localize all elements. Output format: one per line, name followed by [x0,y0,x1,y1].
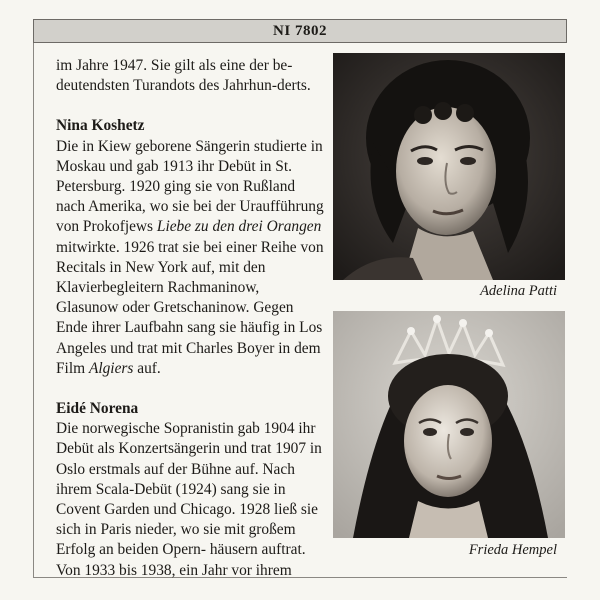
koshetz-text-3: auf. [133,359,161,377]
bottom-photo-caption: Frieda Hempel [468,542,557,558]
catalog-number: NI 7802 [273,22,327,39]
frieda-hempel-photo [333,311,565,538]
koshetz-heading: Nina Koshetz [56,117,145,135]
film-title: Algiers [88,359,134,377]
biography-text-column [56,56,324,581]
adelina-patti-photo [333,53,565,280]
intro-paragraph: im Jahre 1947. Sie gilt als eine der be-deutendsten Turandots des Jahrhun-derts. [56,57,311,95]
norena-heading: Eidé Norena [56,400,139,418]
opera-title: Liebe zu den drei Orangen [156,218,322,236]
koshetz-text-2: mitwirkte. 1926 trat sie bei einer Reihe von Recitals in New York auf, mit den Klavierbegleitern Rachmaninow, Glasunow oder Gretschaninow. Gegen Ende ihrer Laufbahn sang sie häufig in Los Angeles und trat mit Charles Boyer in dem Film [56,238,324,377]
catalog-header [33,19,567,43]
norena-paragraph: Die norwegische Sopranistin gab 1904 ihr Debüt als Konzertsängerin und trat 1907 in Oslo erstmals auf der Bühne auf. Nach ihrem Scala-Debüt (1924) sang sie in Covent Garden und Chicago. 1928 ließ sie sich in Paris nieder, wo sie mit großem Erfolg an beiden Opern- häusern auftrat. Von 1933 bis 1938, ein Jahr vor ihrem [56,420,322,579]
koshetz-paragraph [56,137,324,379]
left-border-rule [33,43,34,578]
koshetz-text-1: Die in Kiew geborene Sängerin studierte in Moskau und gab 1913 ihr Debüt in St. Petersburg. 1920 ging sie von Rußland nach Amerika, wo sie bei der Uraufführung von Prokofjews [56,137,324,236]
top-photo-caption: Adelina Patti [480,283,557,299]
